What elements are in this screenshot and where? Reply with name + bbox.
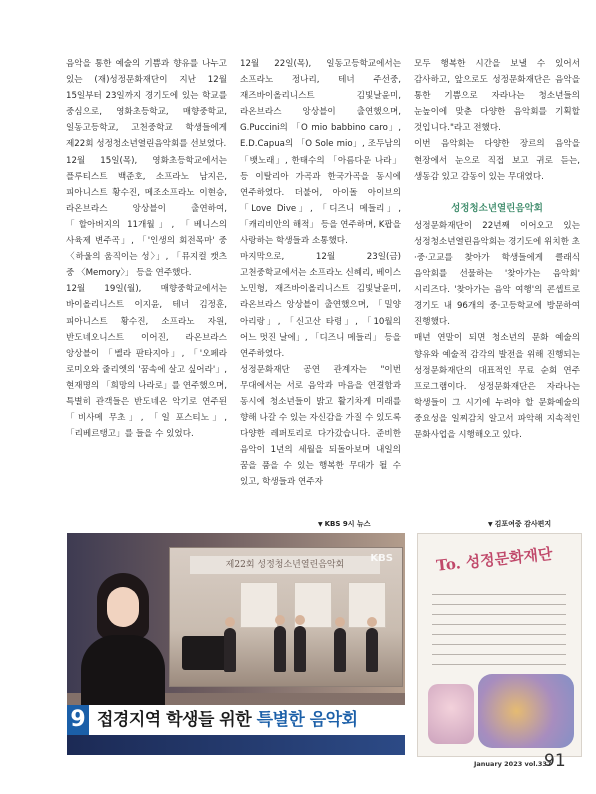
paragraph: 성정문화재단 공연 관계자는 "이번 무대에서는 서로 음악과 마음을 연결함과 동시에 청소년들이 밝고 활기차게 미래를 향해 나갈 수 있는 자신감을 가질 수 있도록 다양한 레퍼토리로 다가갔습니다. 준비한 음악이 1년의 세월을 되돌아보며 내일의 꿈을 품을 수 있는 행복한 무대가 될 수 있고, 학생들과 연주자 [240,364,401,488]
ticker-lower-bar [67,735,405,755]
paragraph: 마지막으로, 12월 23일(금) 고천중학교에서는 소프라노 신혜리, 베이스 노민형, 재즈바이올리니스트 김빛날윤미, 라온브라스 앙상블이 출연했으며, 「밀양 아리랑」, 「신고산 타령」, 「10월의 어느 멋진 날에」, 「디즈니 메들리」 등을 연주하였다. [240,252,401,359]
letter-line [432,654,566,655]
news-ticker [67,705,405,735]
paragraph: 이번 음악회는 다양한 장르의 음악을 현장에서 눈으로 직접 보고 귀로 듣는, 생동감 있고 감동이 있는 무대였다. [414,139,580,182]
thank-you-letter-photo [417,533,582,757]
letter-doodle [428,684,474,744]
letter-line [432,624,566,625]
news-broadcast-photo [67,533,405,755]
piano [182,636,230,670]
photo-caption-kbs: ▼ KBS 9시 뉴스 [318,520,371,528]
concert-banner: 제22회 성정청소년열린음악회 [190,556,380,574]
performer [366,628,378,672]
column-1 [66,56,227,442]
letter-line [432,634,566,635]
paragraph: 매년 연말이 되면 청소년의 문화 예술의 향유와 예술적 감각의 발전을 위해 진행되는 성정문화재단의 대표적인 무료 순회 연주 프로그램이다. 성정문화재단은 자라나는 학생들이 그 시기에 누려야 할 문화예술의 중요성을 일찌감치 알고서 파악해 지속적인 문화사업을 시행해오고 있다. [414,333,580,440]
concert-inset-video [169,547,403,687]
news-anchor [77,573,169,713]
paragraph: 12월 22일(목), 일동고등학교에서는 소프라노 정나리, 테너 주선중, 재즈바이올리니스트 김빛날윤미, 라온브라스 앙상블이 출연했으며, G.Puccini의 「O mio babbino caro」, E.D.Capua의 「O Sole mio」, 조두남의 「뱃노래」, 한태수의 「아름다운 나라」 등 이탈리아 가곡과 한국가곡을 동시에 연주하였다. 더불어, 아이돌 아이브의 「Love Dive」, 「디즈니 메들리」, 「캐리비안의 해적」 등을 연주하며, K팝을 사랑하는 학생들과 소통했다. [240,59,402,247]
column-3 [414,56,580,443]
letter-line [432,644,566,645]
paragraph: 음악을 통한 예술의 기쁨과 향유를 나누고 있는 (재)성정문화재단이 지난 12월 15일부터 23일까지 경기도에 있는 학교를 중심으로, 영화초등학교, 매향중학교, 일동고등학교, 고천중학교 학생들에게 제22회 성정청소년열린음악회를 선보였다. [66,59,227,150]
paragraph: 12월 19일(월), 매향중학교에서는 바이올리니스트 이지윤, 테너 김정훈, 피아니스트 황수진, 소프라노 자원, 반도네오니스트 이어진, 라온브라스 앙상블이 「벨라 판타지아」, 「'오페라 로미오와 줄리엣의 '꿈속에 살고 싶어라'」, 현재명의 「희망의 나라로」를 연주했으며, 특별히 관객들은 반도네온 악기로 연주된 「비사메 무초」, 「일 포스티노」, 「리베르탱고」를 들을 수 있었다. [66,284,227,440]
instrument-doodle [478,674,574,748]
issue-label: January 2023 vol.337 [474,760,552,768]
ticker-headline: 접경지역 학생들 위한 특별한 음악회 [97,710,358,730]
paragraph: 12월 15일(목), 영화초등학교에서는 플루티스트 백준호, 소프라노 남지은, 피아니스트 황수진, 메조소프라노 이현승, 라온브라스 앙상블이 출연하여, 「할아버지의 11개월」, 「베니스의 사육제 변주곡」, 「'인생의 회전목마' 중 〈하울의 움직이는 성〉」, 「뮤지컬 캣츠 중 〈Memory〉」 등을 연주했다. [66,155,227,279]
performer [224,628,236,672]
channel-number: 9 [67,705,89,735]
paragraph: 성정문화재단이 22년째 이어오고 있는 성정청소년열린음악회는 경기도에 위치한 초·중·고교를 찾아가 학생들에게 클래식 음악회를 선물하는 '찾아가는 음악회' 시리즈다. '찾아가는 음악 여행'의 콘셉트로 경기도 내 96개의 중·고등학교에 방문하여 진행했다. [414,220,580,328]
letter-line [432,614,566,615]
photo-caption-letter: ▼ 김포여중 감사편지 [488,520,552,528]
paragraph: 모두 행복한 시간을 보낼 수 있어서 감사하고, 앞으로도 성정문화재단은 음악을 통한 기쁨으로 자라나는 청소년들의 눈높이에 맞춘 다양한 음악회를 기획할 것입니다."라고 전했다. [414,59,580,134]
letter-line [432,594,566,595]
performer [294,626,306,672]
broadcaster-logo: KBS [370,553,393,564]
letter-line [432,664,566,665]
triangle-down-icon: ▼ [488,521,493,528]
performer [274,626,286,672]
column-2 [240,56,401,491]
letter-title: To. 성정문화재단 [435,544,554,575]
letter-line [432,604,566,605]
triangle-down-icon: ▼ [318,521,323,528]
section-subhead: 성정청소년열린음악회 [451,202,543,214]
page-number: 91 [544,751,566,771]
performer [334,628,346,672]
stage-window [240,582,278,628]
